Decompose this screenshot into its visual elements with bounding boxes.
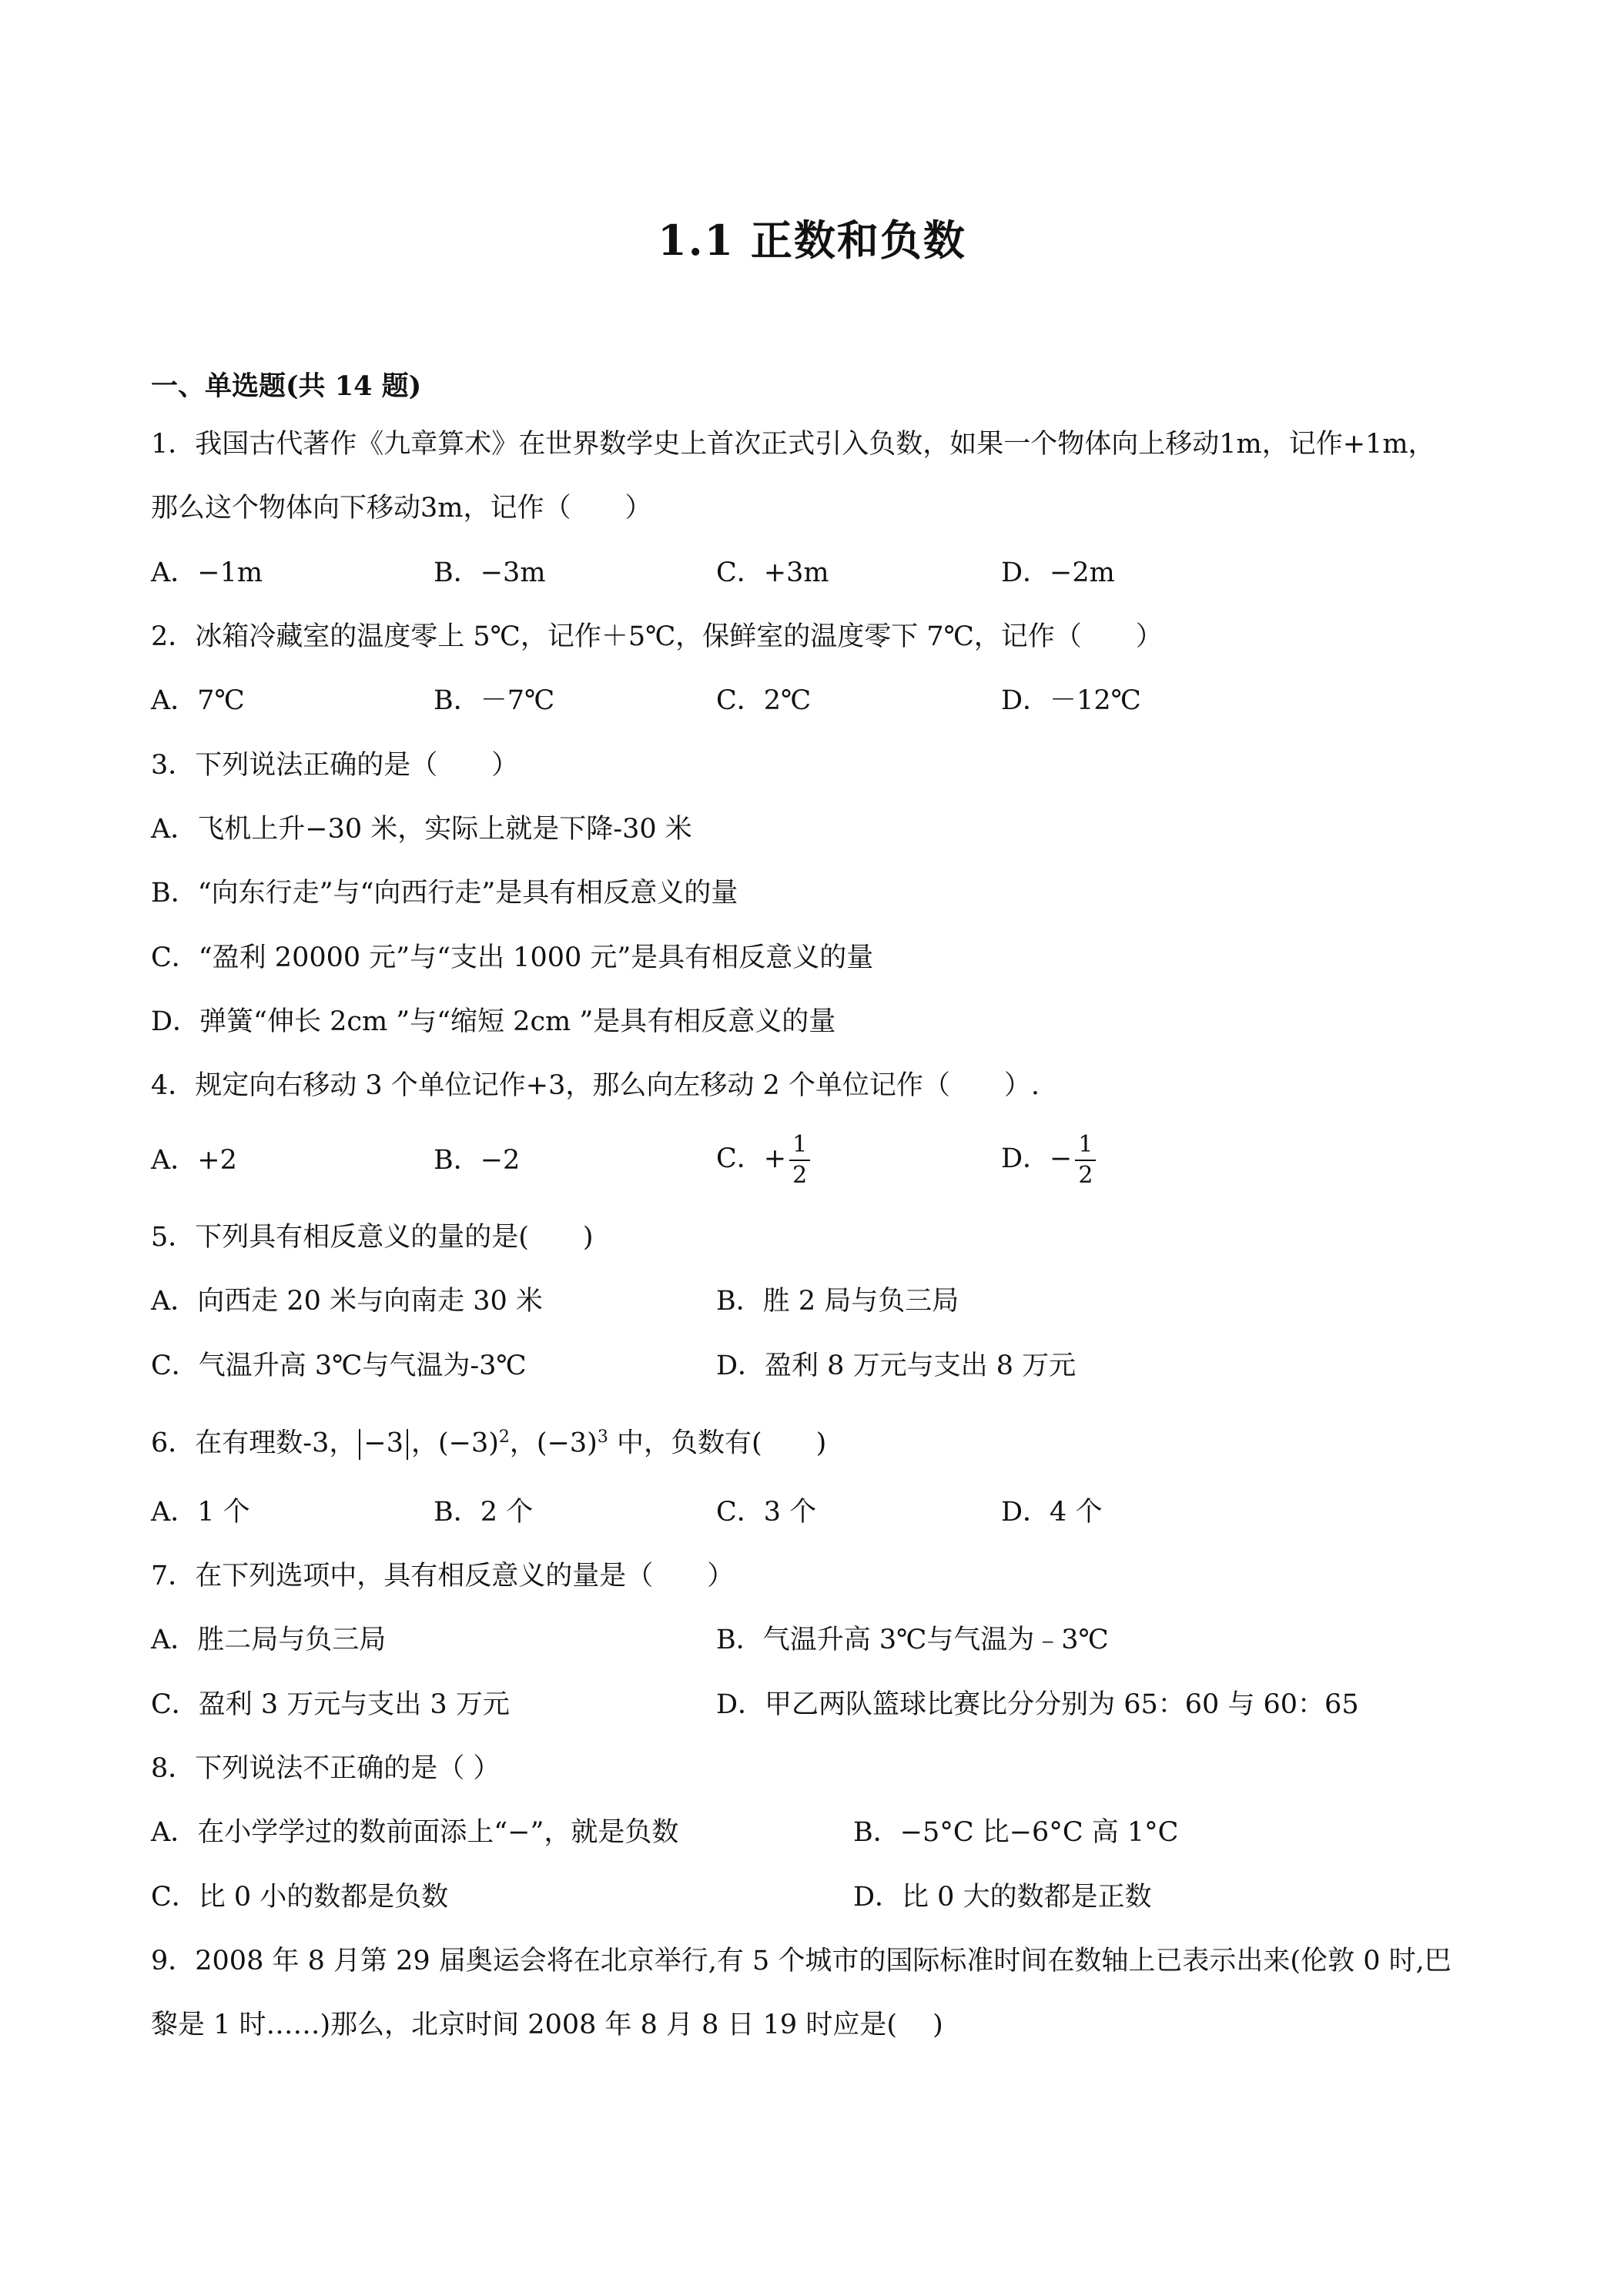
question-4-option-c	[716, 1124, 810, 1193]
question-6-option-b: B．2 个	[434, 1497, 534, 1528]
question-7-option-b: B．气温升高 3℃与气温为﹣3℃	[716, 1625, 1109, 1655]
question-7-option-c: C．盈利 3 万元与支出 3 万元	[151, 1689, 510, 1720]
question-6-stem	[151, 1421, 826, 1461]
question-8-option-c: C．比 0 小的数都是负数	[151, 1882, 449, 1913]
question-3-stem: 3．下列说法正确的是（ ）	[151, 750, 519, 781]
question-5-stem: 5．下列具有相反意义的量的是( )	[151, 1222, 594, 1253]
question-4-option-d	[1001, 1124, 1096, 1193]
section-heading: 一、单选题(共 14 题)	[151, 370, 422, 402]
question-8-option-a: A．在小学学过的数前面添上“−”，就是负数	[151, 1817, 679, 1848]
power-exponent-1: 2	[498, 1427, 510, 1447]
question-4-option-a: A．+2	[151, 1145, 237, 1176]
question-3-option-c: C．“盈利 20000 元”与“支出 1000 元”是具有相反意义的量	[151, 942, 874, 973]
absolute-bar-right	[407, 1429, 408, 1460]
question-2-option-a: A．7℃	[151, 685, 245, 716]
fraction-numerator: 1	[789, 1133, 810, 1161]
absolute-bar-left	[359, 1429, 360, 1460]
question-9-line-2: 黎是 1 时……)那么，北京时间 2008 年 8 月 8 日 19 时应是( )	[151, 2010, 943, 2040]
power-base-2: (−3)	[536, 1427, 598, 1459]
question-1-option-a: A．−1m	[151, 557, 263, 588]
question-8-option-b: B．−5°C 比−6°C 高 1°C	[853, 1817, 1179, 1848]
separator: ，	[410, 1427, 438, 1459]
question-3-option-a: A．飞机上升−30 米，实际上就是下降-30 米	[151, 814, 692, 845]
separator: ，	[509, 1427, 537, 1459]
question-6-stem-suffix: 中，负数有( )	[608, 1427, 827, 1459]
question-2-stem: 2．冰箱冷藏室的温度零上 5℃，记作＋5℃，保鲜室的温度零下 7℃，记作（ ）	[151, 621, 1163, 652]
question-3-option-d: D．弹簧“伸长 2cm ”与“缩短 2cm ”是具有相反意义的量	[151, 1006, 836, 1037]
question-2-option-d: D．－12℃	[1001, 685, 1141, 716]
question-5-option-c: C．气温升高 3℃与气温为-3℃	[151, 1350, 527, 1381]
question-1-option-d: D．−2m	[1001, 557, 1115, 588]
question-1-line-2: 那么这个物体向下移动3m，记作（ ）	[151, 493, 652, 524]
question-5-option-d: D．盈利 8 万元与支出 8 万元	[716, 1350, 1077, 1381]
fraction-numerator: 1	[1075, 1133, 1096, 1161]
question-7-option-d: D．甲乙两队篮球比赛比分分别为 65：60 与 60：65	[716, 1689, 1359, 1720]
question-2-option-c: C．2℃	[716, 685, 812, 716]
question-6-option-d: D．4 个	[1001, 1497, 1103, 1528]
fraction-denominator: 2	[1078, 1161, 1093, 1189]
question-7-stem: 7．在下列选项中，具有相反意义的量是（ ）	[151, 1561, 735, 1591]
fraction-one-half	[789, 1130, 810, 1189]
question-9-line-1: 9．2008 年 8 月第 29 届奥运会将在北京举行,有 5 个城市的国际标准时间在数轴上已表示出来(伦敦 0 时,巴	[151, 1946, 1452, 1976]
question-4-stem: 4．规定向右移动 3 个单位记作+3，那么向左移动 2 个单位记作（ ）.	[151, 1070, 1040, 1101]
page-title: 1.1 正数和负数	[658, 216, 966, 265]
absolute-value-expression: −3	[363, 1427, 403, 1459]
question-7-option-a: A．胜二局与负三局	[151, 1625, 387, 1655]
question-5-option-a: A．向西走 20 米与向南走 30 米	[151, 1286, 543, 1317]
question-1-line-1: 1．我国古代著作《九章算术》在世界数学史上首次正式引入负数，如果一个物体向上移动1m，记作+1m，	[151, 429, 1435, 460]
question-4-option-c-label: C．+	[716, 1143, 787, 1174]
question-6-option-a: A．1 个	[151, 1497, 250, 1528]
power-exponent-2: 3	[597, 1427, 608, 1447]
question-6-stem-prefix: 6．在有理数-3，	[151, 1427, 357, 1459]
question-3-option-b: B．“向东行走”与“向西行走”是具有相反意义的量	[151, 878, 738, 909]
fraction-one-half	[1075, 1130, 1096, 1189]
question-5-option-b: B．胜 2 局与负三局	[716, 1286, 959, 1317]
fraction-denominator: 2	[792, 1161, 808, 1189]
question-1-option-b: B．−3m	[434, 557, 546, 588]
power-base-1: (−3)	[438, 1427, 499, 1459]
question-8-option-d: D．比 0 大的数都是正数	[853, 1882, 1152, 1913]
question-2-option-b: B．－7℃	[434, 685, 555, 716]
question-4-option-b: B．−2	[434, 1145, 521, 1176]
question-6-option-c: C．3 个	[716, 1497, 817, 1528]
question-8-stem: 8．下列说法不正确的是（ ）	[151, 1753, 501, 1784]
question-4-option-d-label: D．−	[1001, 1143, 1073, 1174]
question-1-option-c: C．+3m	[716, 557, 829, 588]
